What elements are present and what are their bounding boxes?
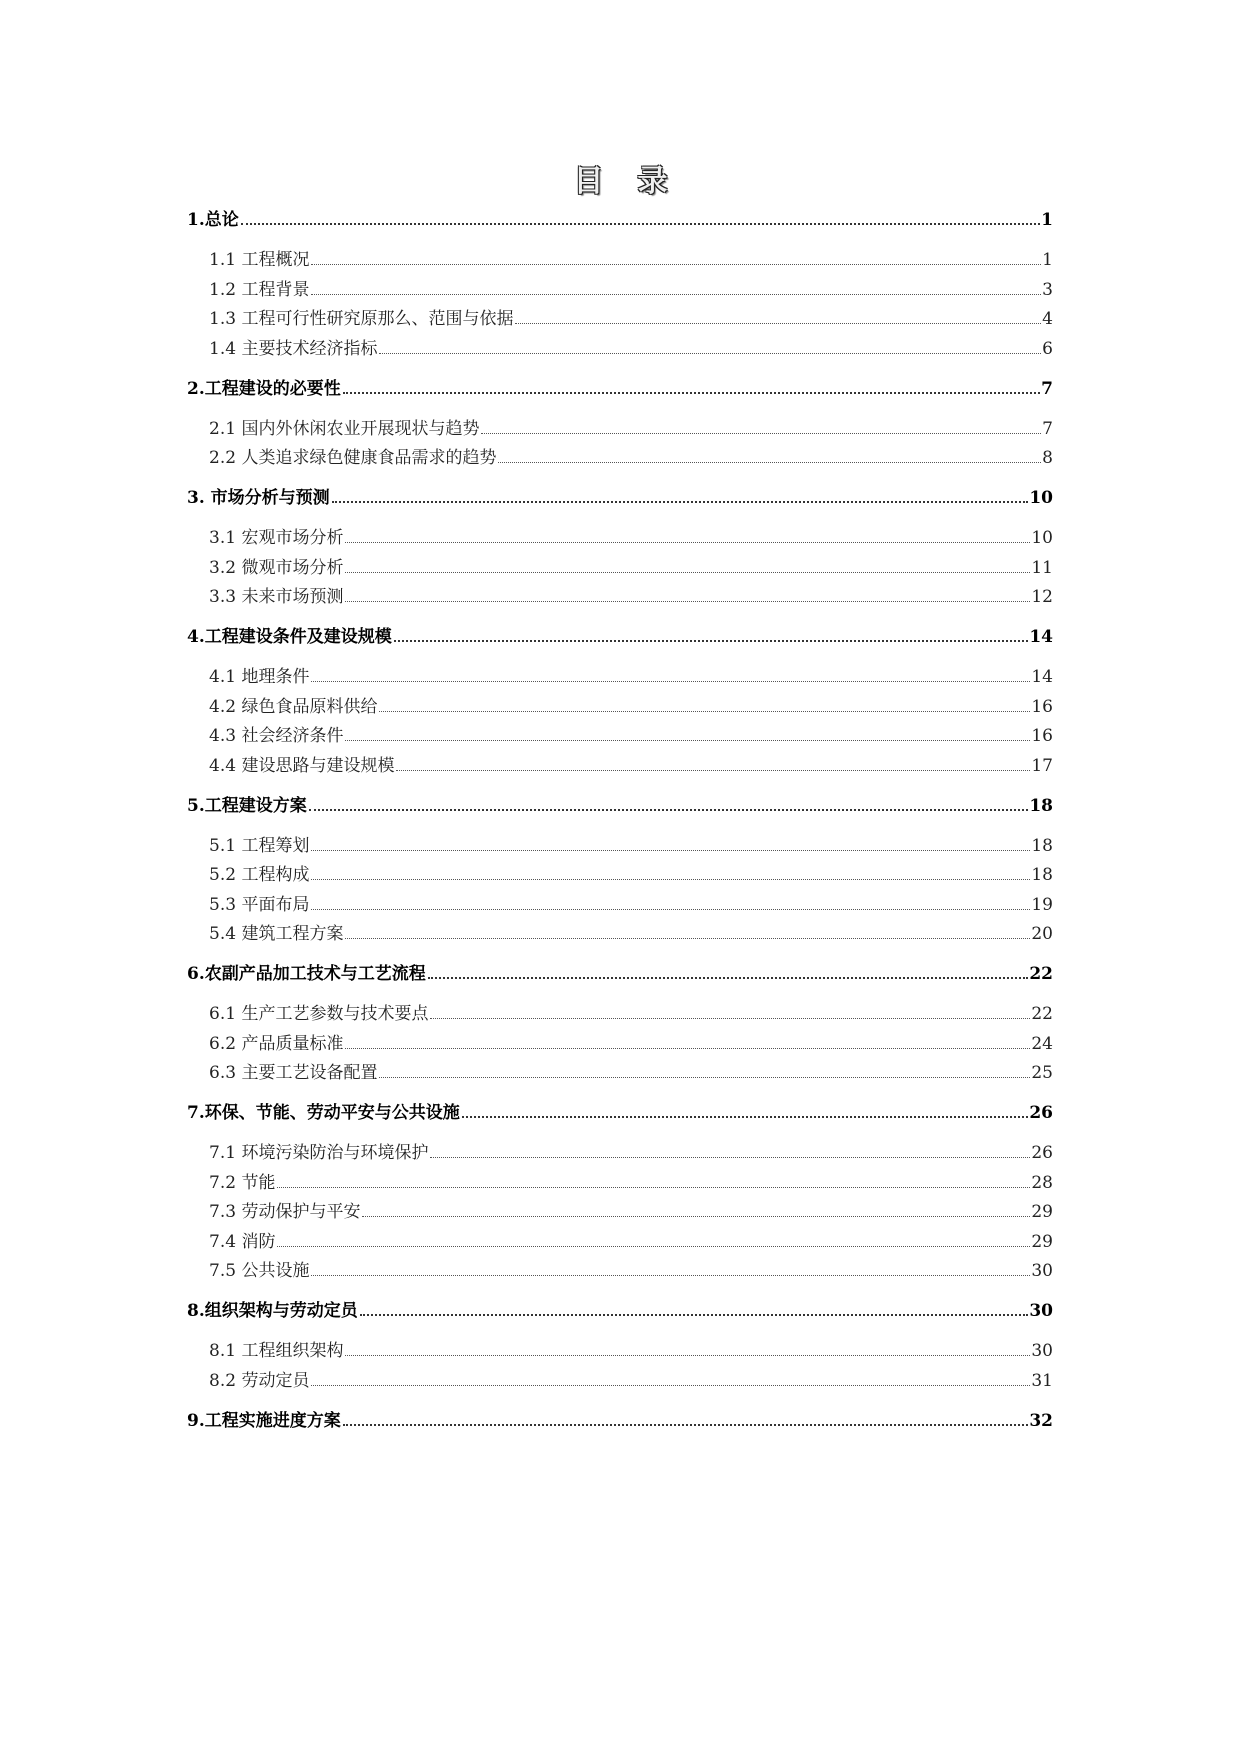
toc-dot-leader — [428, 977, 1029, 979]
toc-entry-label: 4.4 建设思路与建设规模 — [209, 756, 395, 776]
toc-section-entry[interactable] — [187, 205, 1053, 231]
toc-page-number: 7 — [1042, 419, 1053, 439]
toc-page-number: 20 — [1031, 924, 1053, 944]
toc-page-number: 26 — [1029, 1103, 1053, 1123]
toc-subsection-entry[interactable] — [209, 443, 1053, 469]
toc-entry-label: 5.1 工程筹划 — [209, 836, 310, 856]
toc-entry-label: 7.2 节能 — [209, 1173, 276, 1193]
toc-page-number: 25 — [1031, 1063, 1053, 1083]
toc-section-entry[interactable] — [187, 1406, 1053, 1432]
toc-page-number: 1 — [1041, 210, 1053, 230]
toc-entry-label: 4.1 地理条件 — [209, 667, 310, 687]
toc-page-number: 4 — [1042, 309, 1053, 329]
toc-entry-label: 6.1 生产工艺参数与技术要点 — [209, 1004, 429, 1024]
toc-entry-label: 1.总论 — [187, 210, 239, 230]
toc-entry-label: 3.1 宏观市场分析 — [209, 528, 344, 548]
toc-page-number: 16 — [1031, 726, 1053, 746]
toc-dot-leader — [394, 640, 1029, 642]
toc-entry-label: 1.4 主要技术经济指标 — [209, 339, 378, 359]
toc-entry-label: 7.5 公共设施 — [209, 1261, 310, 1281]
toc-page-number: 1 — [1042, 250, 1053, 270]
toc-entry-label: 5.工程建设方案 — [187, 796, 307, 816]
toc-page-number: 30 — [1031, 1341, 1053, 1361]
toc-page-number: 30 — [1031, 1261, 1053, 1281]
toc-subsection-entry[interactable] — [209, 999, 1053, 1025]
toc-dot-leader — [515, 323, 1041, 324]
toc-entry-label: 6.2 产品质量标准 — [209, 1034, 344, 1054]
toc-subsection-entry[interactable] — [209, 582, 1053, 608]
toc-dot-leader — [379, 1077, 1030, 1078]
toc-entry-label: 9.工程实施进度方案 — [187, 1411, 341, 1431]
toc-entry-label: 2.1 国内外休闲农业开展现状与趋势 — [209, 419, 480, 439]
toc-dot-leader — [277, 1187, 1030, 1188]
toc-entry-label: 1.1 工程概况 — [209, 250, 310, 270]
toc-dot-leader — [311, 1275, 1030, 1276]
toc-subsection-entry[interactable] — [209, 890, 1053, 916]
toc-entry-label: 5.3 平面布局 — [209, 895, 310, 915]
toc-dot-leader — [345, 572, 1030, 573]
toc-page-number: 18 — [1031, 836, 1053, 856]
toc-page-number: 11 — [1031, 558, 1053, 578]
toc-subsection-entry[interactable] — [209, 414, 1053, 440]
toc-dot-leader — [311, 681, 1030, 682]
toc-page-number: 28 — [1031, 1173, 1053, 1193]
toc-dot-leader — [430, 1157, 1030, 1158]
toc-page-number: 6 — [1042, 339, 1053, 359]
toc-dot-leader — [379, 711, 1030, 712]
toc-subsection-entry[interactable] — [209, 523, 1053, 549]
toc-page-number: 30 — [1029, 1301, 1053, 1321]
toc-page-number: 18 — [1031, 865, 1053, 885]
toc-page-number: 12 — [1031, 587, 1053, 607]
toc-entry-label: 5.4 建筑工程方案 — [209, 924, 344, 944]
toc-entry-label: 3.2 微观市场分析 — [209, 558, 344, 578]
toc-page-number: 22 — [1029, 964, 1053, 984]
toc-page-number: 32 — [1029, 1411, 1053, 1431]
toc-page-number: 7 — [1041, 379, 1053, 399]
toc-section-entry[interactable] — [187, 1098, 1053, 1124]
toc-dot-leader — [332, 501, 1029, 503]
toc-subsection-entry[interactable] — [209, 1336, 1053, 1362]
toc-subsection-entry[interactable] — [209, 751, 1053, 777]
toc-subsection-entry[interactable] — [209, 1138, 1053, 1164]
toc-dot-leader — [311, 850, 1030, 851]
toc-entry-label: 4.2 绿色食品原料供给 — [209, 697, 378, 717]
toc-entry-label: 1.3 工程可行性研究原那么、范围与依据 — [209, 309, 514, 329]
toc-entry-label: 3. 市场分析与预测 — [187, 488, 330, 508]
toc-dot-leader — [345, 542, 1030, 543]
toc-section-entry[interactable] — [187, 483, 1053, 509]
toc-subsection-entry[interactable] — [209, 245, 1053, 271]
toc-entry-label: 3.3 未来市场预测 — [209, 587, 344, 607]
toc-subsection-entry[interactable] — [209, 304, 1053, 330]
toc-dot-leader — [481, 433, 1041, 434]
toc-subsection-entry[interactable] — [209, 1256, 1053, 1282]
toc-entry-label: 8.组织架构与劳动定员 — [187, 1301, 358, 1321]
toc-entry-label: 7.4 消防 — [209, 1232, 276, 1252]
toc-dot-leader — [430, 1018, 1030, 1019]
toc-dot-leader — [345, 938, 1030, 939]
toc-entry-label: 2.2 人类追求绿色健康食品需求的趋势 — [209, 448, 497, 468]
toc-subsection-entry[interactable] — [209, 553, 1053, 579]
toc-page-number: 19 — [1031, 895, 1053, 915]
toc-page-number: 3 — [1042, 280, 1053, 300]
toc-page-number: 31 — [1031, 1371, 1053, 1391]
table-of-contents — [187, 0, 1053, 1754]
toc-dot-leader — [360, 1314, 1029, 1316]
toc-subsection-entry[interactable] — [209, 1058, 1053, 1084]
toc-page-number: 29 — [1031, 1202, 1053, 1222]
toc-entry-label: 7.环保、节能、劳动平安与公共设施 — [187, 1103, 460, 1123]
toc-subsection-entry[interactable] — [209, 919, 1053, 945]
toc-dot-leader — [277, 1246, 1030, 1247]
toc-dot-leader — [343, 392, 1040, 394]
toc-page-number: 8 — [1042, 448, 1053, 468]
toc-section-entry[interactable] — [187, 1296, 1053, 1322]
toc-page-number: 14 — [1031, 667, 1053, 687]
toc-dot-leader — [309, 809, 1029, 811]
toc-entry-label: 6.3 主要工艺设备配置 — [209, 1063, 378, 1083]
toc-subsection-entry[interactable] — [209, 1168, 1053, 1194]
toc-subsection-entry[interactable] — [209, 721, 1053, 747]
toc-section-entry[interactable] — [187, 959, 1053, 985]
toc-dot-leader — [241, 223, 1040, 225]
toc-page-number: 10 — [1029, 488, 1053, 508]
toc-dot-leader — [311, 264, 1041, 265]
toc-dot-leader — [345, 1048, 1030, 1049]
toc-subsection-entry[interactable] — [209, 831, 1053, 857]
toc-dot-leader — [345, 1355, 1030, 1356]
toc-page-number: 22 — [1031, 1004, 1053, 1024]
toc-dot-leader — [345, 740, 1030, 741]
toc-dot-leader — [311, 909, 1030, 910]
toc-page-number: 24 — [1031, 1034, 1053, 1054]
toc-section-entry[interactable] — [187, 622, 1053, 648]
toc-page-number: 18 — [1029, 796, 1053, 816]
toc-dot-leader — [396, 770, 1030, 771]
toc-subsection-entry[interactable] — [209, 1366, 1053, 1392]
toc-page-number: 26 — [1031, 1143, 1053, 1163]
toc-dot-leader — [345, 601, 1030, 602]
toc-dot-leader — [311, 294, 1041, 295]
toc-entry-label: 7.1 环境污染防治与环境保护 — [209, 1143, 429, 1163]
toc-subsection-entry[interactable] — [209, 860, 1053, 886]
toc-entry-label: 8.1 工程组织架构 — [209, 1341, 344, 1361]
page-title: 目录 — [573, 164, 702, 199]
toc-page-number: 17 — [1031, 756, 1053, 776]
toc-dot-leader — [311, 1385, 1030, 1386]
toc-entry-label: 4.3 社会经济条件 — [209, 726, 344, 746]
toc-entry-label: 4.工程建设条件及建设规模 — [187, 627, 392, 647]
toc-subsection-entry[interactable] — [209, 1029, 1053, 1055]
toc-entry-label: 5.2 工程构成 — [209, 865, 310, 885]
toc-section-entry[interactable] — [187, 791, 1053, 817]
toc-subsection-entry[interactable] — [209, 1227, 1053, 1253]
toc-entry-label: 6.农副产品加工技术与工艺流程 — [187, 964, 426, 984]
toc-entry-label: 8.2 劳动定员 — [209, 1371, 310, 1391]
toc-dot-leader — [498, 462, 1041, 463]
toc-page-number: 29 — [1031, 1232, 1053, 1252]
toc-subsection-entry[interactable] — [209, 1197, 1053, 1223]
toc-section-entry[interactable] — [187, 374, 1053, 400]
toc-page-number: 16 — [1031, 697, 1053, 717]
toc-subsection-entry[interactable] — [209, 334, 1053, 360]
toc-dot-leader — [462, 1116, 1029, 1118]
toc-dot-leader — [362, 1216, 1030, 1217]
toc-entry-label: 2.工程建设的必要性 — [187, 379, 341, 399]
toc-subsection-entry[interactable] — [209, 275, 1053, 301]
toc-subsection-entry[interactable] — [209, 692, 1053, 718]
toc-dot-leader — [379, 353, 1041, 354]
toc-dot-leader — [343, 1424, 1029, 1426]
toc-entry-label: 7.3 劳动保护与平安 — [209, 1202, 361, 1222]
toc-page-number: 10 — [1031, 528, 1053, 548]
toc-subsection-entry[interactable] — [209, 662, 1053, 688]
toc-entry-label: 1.2 工程背景 — [209, 280, 310, 300]
toc-dot-leader — [311, 879, 1030, 880]
toc-page-number: 14 — [1029, 627, 1053, 647]
